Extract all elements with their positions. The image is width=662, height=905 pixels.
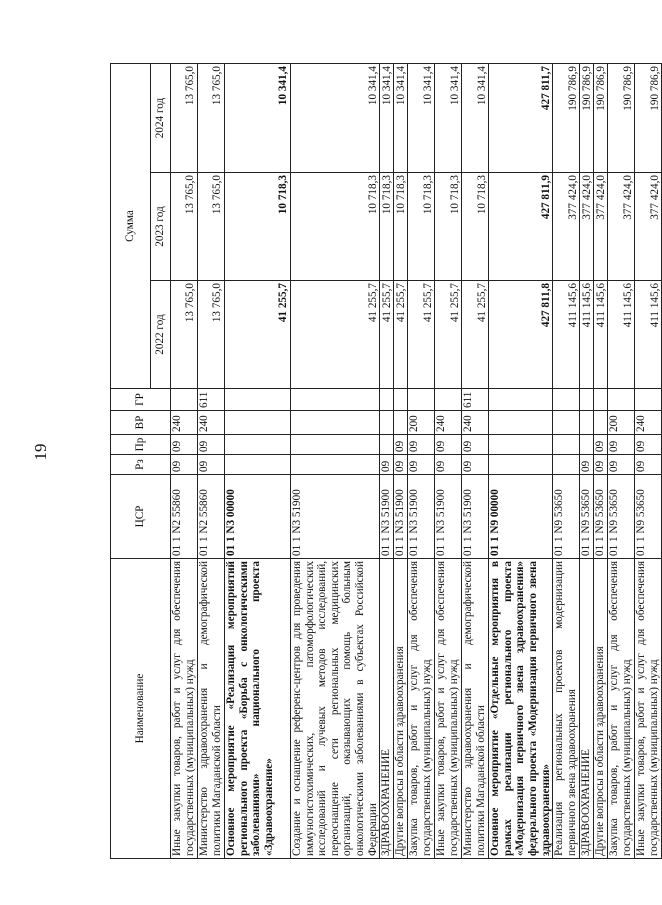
row-value-2024: 190 786,9 (608, 63, 635, 172)
row-value-2023: 10 718,3 (291, 173, 380, 281)
row-rz-cell (225, 455, 291, 475)
header-csr: ЦСР (111, 475, 171, 559)
row-pr-cell (553, 435, 580, 455)
row-value-2022: 41 255,7 (291, 281, 380, 389)
row-value-2024: 13 765,0 (198, 63, 225, 172)
row-value-2022: 41 255,7 (408, 281, 435, 389)
row-name-cell: Основное мероприятие «Реализация мероприятий регионального проекта «Борьба с онкологическими заболеваниями» национального проекта «Здравоохранение» (225, 559, 291, 859)
row-value-2023: 377 424,0 (553, 173, 580, 281)
table-row (408, 63, 435, 858)
row-value-2022: 411 145,6 (594, 281, 608, 389)
table-row (435, 63, 462, 858)
row-value-2024: 190 786,9 (594, 63, 608, 172)
row-value-2022: 411 145,6 (580, 281, 594, 389)
row-csr-cell: 01 1 N9 53650 (635, 475, 662, 559)
row-name-cell: Другие вопросы в области здравоохранения (394, 559, 408, 859)
row-value-2024: 10 341,4 (291, 63, 380, 172)
table-header (111, 63, 171, 858)
row-value-2024: 427 811,7 (489, 63, 553, 172)
row-gr-cell (489, 389, 553, 411)
row-value-2024: 10 341,4 (225, 63, 291, 172)
row-rz-cell: 09 (635, 455, 662, 475)
row-vr-cell: 240 (435, 411, 462, 435)
row-value-2024: 10 341,4 (394, 63, 408, 172)
row-name-cell: ЗДРАВООХРАНЕНИЕ (580, 559, 594, 859)
row-vr-cell (553, 411, 580, 435)
header-year-2023: 2023 год (151, 173, 171, 281)
table-row (489, 63, 553, 858)
row-value-2023: 377 424,0 (594, 173, 608, 281)
row-vr-cell (594, 411, 608, 435)
table-row (635, 63, 662, 858)
row-rz-cell (489, 455, 553, 475)
row-value-2024: 190 786,9 (580, 63, 594, 172)
row-vr-cell: 240 (635, 411, 662, 435)
row-name-cell: Другие вопросы в области здравоохранения (594, 559, 608, 859)
row-gr-cell (635, 389, 662, 411)
row-rz-cell: 09 (394, 455, 408, 475)
row-vr-cell (380, 411, 394, 435)
row-rz-cell: 09 (171, 455, 198, 475)
row-vr-cell: 240 (198, 411, 225, 435)
row-value-2023: 427 811,9 (489, 173, 553, 281)
row-csr-cell: 01 1 N2 55860 (198, 475, 225, 559)
row-rz-cell: 09 (198, 455, 225, 475)
row-rz-cell: 09 (462, 455, 489, 475)
table-row (225, 63, 291, 858)
row-gr-cell (553, 389, 580, 411)
row-value-2022: 13 765,0 (171, 281, 198, 389)
row-vr-cell: 240 (462, 411, 489, 435)
row-value-2023: 10 718,3 (462, 173, 489, 281)
table-body (171, 63, 662, 858)
row-gr-cell (225, 389, 291, 411)
row-value-2022: 411 145,6 (553, 281, 580, 389)
row-rz-cell: 09 (435, 455, 462, 475)
row-value-2023: 377 424,0 (608, 173, 635, 281)
row-pr-cell: 09 (198, 435, 225, 455)
row-vr-cell (394, 411, 408, 435)
header-year-2022: 2022 год (151, 281, 171, 389)
row-value-2024: 13 765,0 (171, 63, 198, 172)
row-rz-cell: 09 (580, 455, 594, 475)
table-row (291, 63, 380, 858)
rotated-table-frame (110, 64, 661, 859)
row-name-cell: Реализация региональных проектов модернизации первичного звена здравоохранения (553, 559, 580, 859)
row-pr-cell (291, 435, 380, 455)
budget-table-container (110, 64, 661, 859)
header-name: Наименование (111, 559, 171, 859)
row-value-2023: 377 424,0 (580, 173, 594, 281)
row-pr-cell (580, 435, 594, 455)
row-rz-cell: 09 (408, 455, 435, 475)
row-value-2022: 411 145,6 (635, 281, 662, 389)
row-value-2022: 411 145,6 (608, 281, 635, 389)
row-pr-cell (225, 435, 291, 455)
header-gr: ГР (111, 389, 171, 411)
header-pr: Пр (111, 435, 171, 455)
row-gr-cell (408, 389, 435, 411)
row-value-2022: 427 811,8 (489, 281, 553, 389)
row-pr-cell: 09 (594, 435, 608, 455)
row-name-cell: Основное мероприятие «Отдельные мероприятия в рамках реализации регионального проекта «Модернизация первичного звена здравоохранения» федерального проекта «Модернизация первичного звена здравоохранения» (489, 559, 553, 859)
table-row (608, 63, 635, 858)
table-row (380, 63, 394, 858)
row-pr-cell: 09 (462, 435, 489, 455)
row-rz-cell: 09 (608, 455, 635, 475)
row-pr-cell: 09 (635, 435, 662, 455)
row-value-2023: 10 718,3 (225, 173, 291, 281)
row-rz-cell (553, 455, 580, 475)
row-csr-cell: 01 1 N3 00000 (225, 475, 291, 559)
table-row (394, 63, 408, 858)
row-value-2023: 13 765,0 (171, 173, 198, 281)
row-value-2023: 10 718,3 (394, 173, 408, 281)
table-row (462, 63, 489, 858)
row-pr-cell: 09 (435, 435, 462, 455)
row-csr-cell: 01 1 N2 55860 (171, 475, 198, 559)
row-value-2024: 10 341,4 (408, 63, 435, 172)
row-gr-cell (171, 389, 198, 411)
page-number: 19 (31, 443, 50, 461)
row-vr-cell (580, 411, 594, 435)
row-csr-cell: 01 1 N9 53650 (580, 475, 594, 559)
row-value-2022: 41 255,7 (394, 281, 408, 389)
row-value-2024: 190 786,9 (553, 63, 580, 172)
row-csr-cell: 01 1 N3 51900 (394, 475, 408, 559)
table-row (553, 63, 580, 858)
row-csr-cell: 01 1 N3 51900 (462, 475, 489, 559)
table-row (580, 63, 594, 858)
row-value-2023: 10 718,3 (380, 173, 394, 281)
row-value-2022: 41 255,7 (435, 281, 462, 389)
row-csr-cell: 01 1 N3 51900 (435, 475, 462, 559)
row-gr-cell (394, 389, 408, 411)
row-vr-cell (225, 411, 291, 435)
row-vr-cell: 200 (408, 411, 435, 435)
header-sum: Сумма (111, 63, 151, 388)
row-value-2022: 13 765,0 (198, 281, 225, 389)
row-pr-cell (489, 435, 553, 455)
header-vr: ВР (111, 411, 171, 435)
row-name-cell: Министерство здравоохранения и демографической политики Магаданской области (198, 559, 225, 859)
row-name-cell: Закупка товаров, работ и услуг для обеспечения государственных (муниципальных) нужд (608, 559, 635, 859)
row-pr-cell: 09 (394, 435, 408, 455)
row-gr-cell (291, 389, 380, 411)
row-value-2023: 377 424,0 (635, 173, 662, 281)
header-rz: Рз (111, 455, 171, 475)
row-value-2023: 13 765,0 (198, 173, 225, 281)
row-pr-cell: 09 (408, 435, 435, 455)
row-name-cell: Иные закупки товаров, работ и услуг для обеспечения государственных (муниципальных) нужд (635, 559, 662, 859)
row-rz-cell: 09 (594, 455, 608, 475)
row-value-2024: 10 341,4 (462, 63, 489, 172)
row-csr-cell: 01 1 N9 53650 (594, 475, 608, 559)
row-value-2023: 10 718,3 (408, 173, 435, 281)
row-csr-cell: 01 1 N9 53650 (553, 475, 580, 559)
row-vr-cell (489, 411, 553, 435)
table-row (594, 63, 608, 858)
row-gr-cell (580, 389, 594, 411)
row-gr-cell (435, 389, 462, 411)
row-name-cell: Создание и оснащение референс-центров для проведения иммуногистохимических, патоморфологических исследований и лучевых методов исследований, переоснащение сети региональных медицинских организаций, оказывающих помощь больным онкологическими заболеваниями в субъектах Российской Федерации (291, 559, 380, 859)
row-gr-cell: 611 (462, 389, 489, 411)
row-gr-cell: 611 (198, 389, 225, 411)
row-pr-cell: 09 (608, 435, 635, 455)
row-name-cell: Иные закупки товаров, работ и услуг для обеспечения государственных (муниципальных) нужд (435, 559, 462, 859)
row-rz-cell: 09 (380, 455, 394, 475)
row-vr-cell: 200 (608, 411, 635, 435)
row-value-2022: 41 255,7 (380, 281, 394, 389)
row-pr-cell (380, 435, 394, 455)
row-csr-cell: 01 1 N9 00000 (489, 475, 553, 559)
row-gr-cell (380, 389, 394, 411)
row-csr-cell: 01 1 N3 51900 (291, 475, 380, 559)
row-name-cell: Иные закупки товаров, работ и услуг для обеспечения государственных (муниципальных) нужд (171, 559, 198, 859)
row-gr-cell (608, 389, 635, 411)
row-value-2024: 190 786,9 (635, 63, 662, 172)
row-name-cell: Закупка товаров, работ и услуг для обеспечения государственных (муниципальных) нужд (408, 559, 435, 859)
row-value-2024: 10 341,4 (435, 63, 462, 172)
row-vr-cell (291, 411, 380, 435)
row-value-2024: 10 341,4 (380, 63, 394, 172)
row-csr-cell: 01 1 N3 51900 (380, 475, 394, 559)
row-gr-cell (594, 389, 608, 411)
row-vr-cell: 240 (171, 411, 198, 435)
budget-table (110, 63, 662, 859)
row-name-cell: Министерство здравоохранения и демографической политики Магаданской области (462, 559, 489, 859)
row-rz-cell (291, 455, 380, 475)
row-name-cell: ЗДРАВООХРАНЕНИЕ (380, 559, 394, 859)
row-value-2022: 41 255,7 (225, 281, 291, 389)
row-value-2022: 41 255,7 (462, 281, 489, 389)
header-year-2024: 2024 год (151, 63, 171, 172)
row-csr-cell: 01 1 N3 51900 (408, 475, 435, 559)
table-row (171, 63, 198, 858)
row-csr-cell: 01 1 N9 53650 (608, 475, 635, 559)
row-value-2023: 10 718,3 (435, 173, 462, 281)
row-pr-cell: 09 (171, 435, 198, 455)
table-row (198, 63, 225, 858)
